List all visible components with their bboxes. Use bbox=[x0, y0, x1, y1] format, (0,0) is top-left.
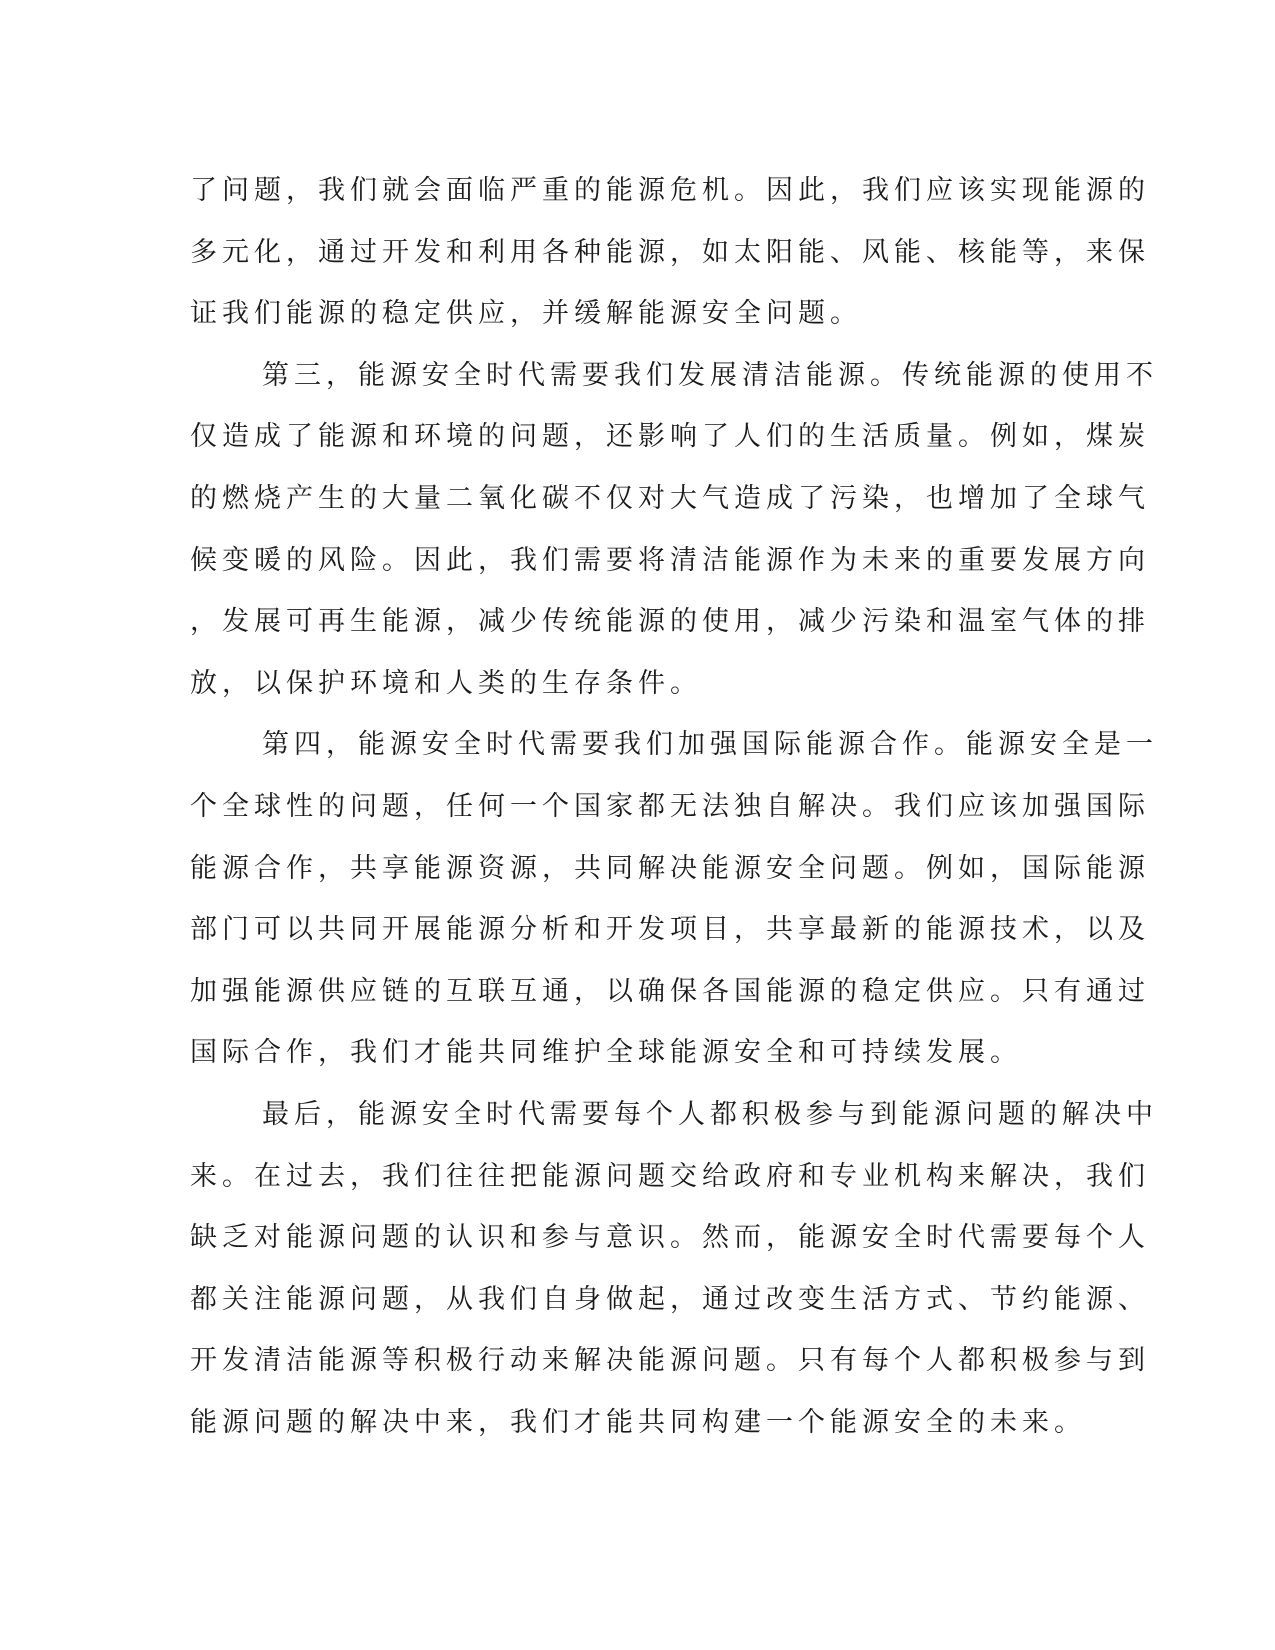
body-text bbox=[190, 160, 1158, 1453]
paragraph-continuation bbox=[190, 160, 1150, 345]
text-line: 国际合作，我们才能共同维护全球能源安全和可持续发展。 bbox=[190, 1037, 1022, 1069]
text-line: 了问题，我们就会面临严重的能源危机。因此，我们应该实现能源的 bbox=[190, 175, 1150, 206]
text-line: 第三，能源安全时代需要我们发展清洁能源。传统能源的使用不 bbox=[262, 359, 1158, 391]
text-line: 证我们能源的稳定供应，并缓解能源安全问题。 bbox=[190, 298, 862, 330]
text-line: 放，以保护环境和人类的生存条件。 bbox=[190, 667, 702, 699]
text-line: 多元化，通过开发和利用各种能源，如太阳能、风能、核能等，来保 bbox=[190, 236, 1150, 268]
text-line: 能源合作，共享能源资源，共同解决能源安全问题。例如，国际能源 bbox=[190, 852, 1150, 884]
text-line: 部门可以共同开展能源分析和开发项目，共享最新的能源技术，以及 bbox=[190, 914, 1150, 946]
text-line: ，发展可再生能源，减少传统能源的使用，减少污染和温室气体的排 bbox=[190, 606, 1150, 638]
text-line: 缺乏对能源问题的认识和参与意识。然而，能源安全时代需要每个人 bbox=[190, 1222, 1150, 1254]
text-line: 能源问题的解决中来，我们才能共同构建一个能源安全的未来。 bbox=[190, 1406, 1086, 1438]
paragraph-fourth-point bbox=[190, 714, 1158, 1084]
text-line: 开发清洁能源等积极行动来解决能源问题。只有每个人都积极参与到 bbox=[190, 1345, 1150, 1377]
text-line: 个全球性的问题，任何一个国家都无法独自解决。我们应该加强国际 bbox=[190, 790, 1150, 822]
paragraph-third-point bbox=[190, 345, 1158, 715]
text-line: 来。在过去，我们往往把能源问题交给政府和专业机构来解决，我们 bbox=[190, 1160, 1150, 1192]
text-line: 加强能源供应链的互联互通，以确保各国能源的稳定供应。只有通过 bbox=[190, 975, 1150, 1007]
text-line: 都关注能源问题，从我们自身做起，通过改变生活方式、节约能源、 bbox=[190, 1283, 1150, 1315]
text-line: 第四，能源安全时代需要我们加强国际能源合作。能源安全是一 bbox=[262, 729, 1158, 761]
text-line: 的燃烧产生的大量二氧化碳不仅对大气造成了污染，也增加了全球气 bbox=[190, 482, 1150, 514]
text-line: 候变暖的风险。因此，我们需要将清洁能源作为未来的重要发展方向 bbox=[190, 544, 1150, 576]
text-line: 仅造成了能源和环境的问题，还影响了人们的生活质量。例如，煤炭 bbox=[190, 421, 1150, 453]
paragraph-final-point bbox=[190, 1084, 1158, 1454]
text-line: 最后，能源安全时代需要每个人都积极参与到能源问题的解决中 bbox=[262, 1098, 1158, 1130]
